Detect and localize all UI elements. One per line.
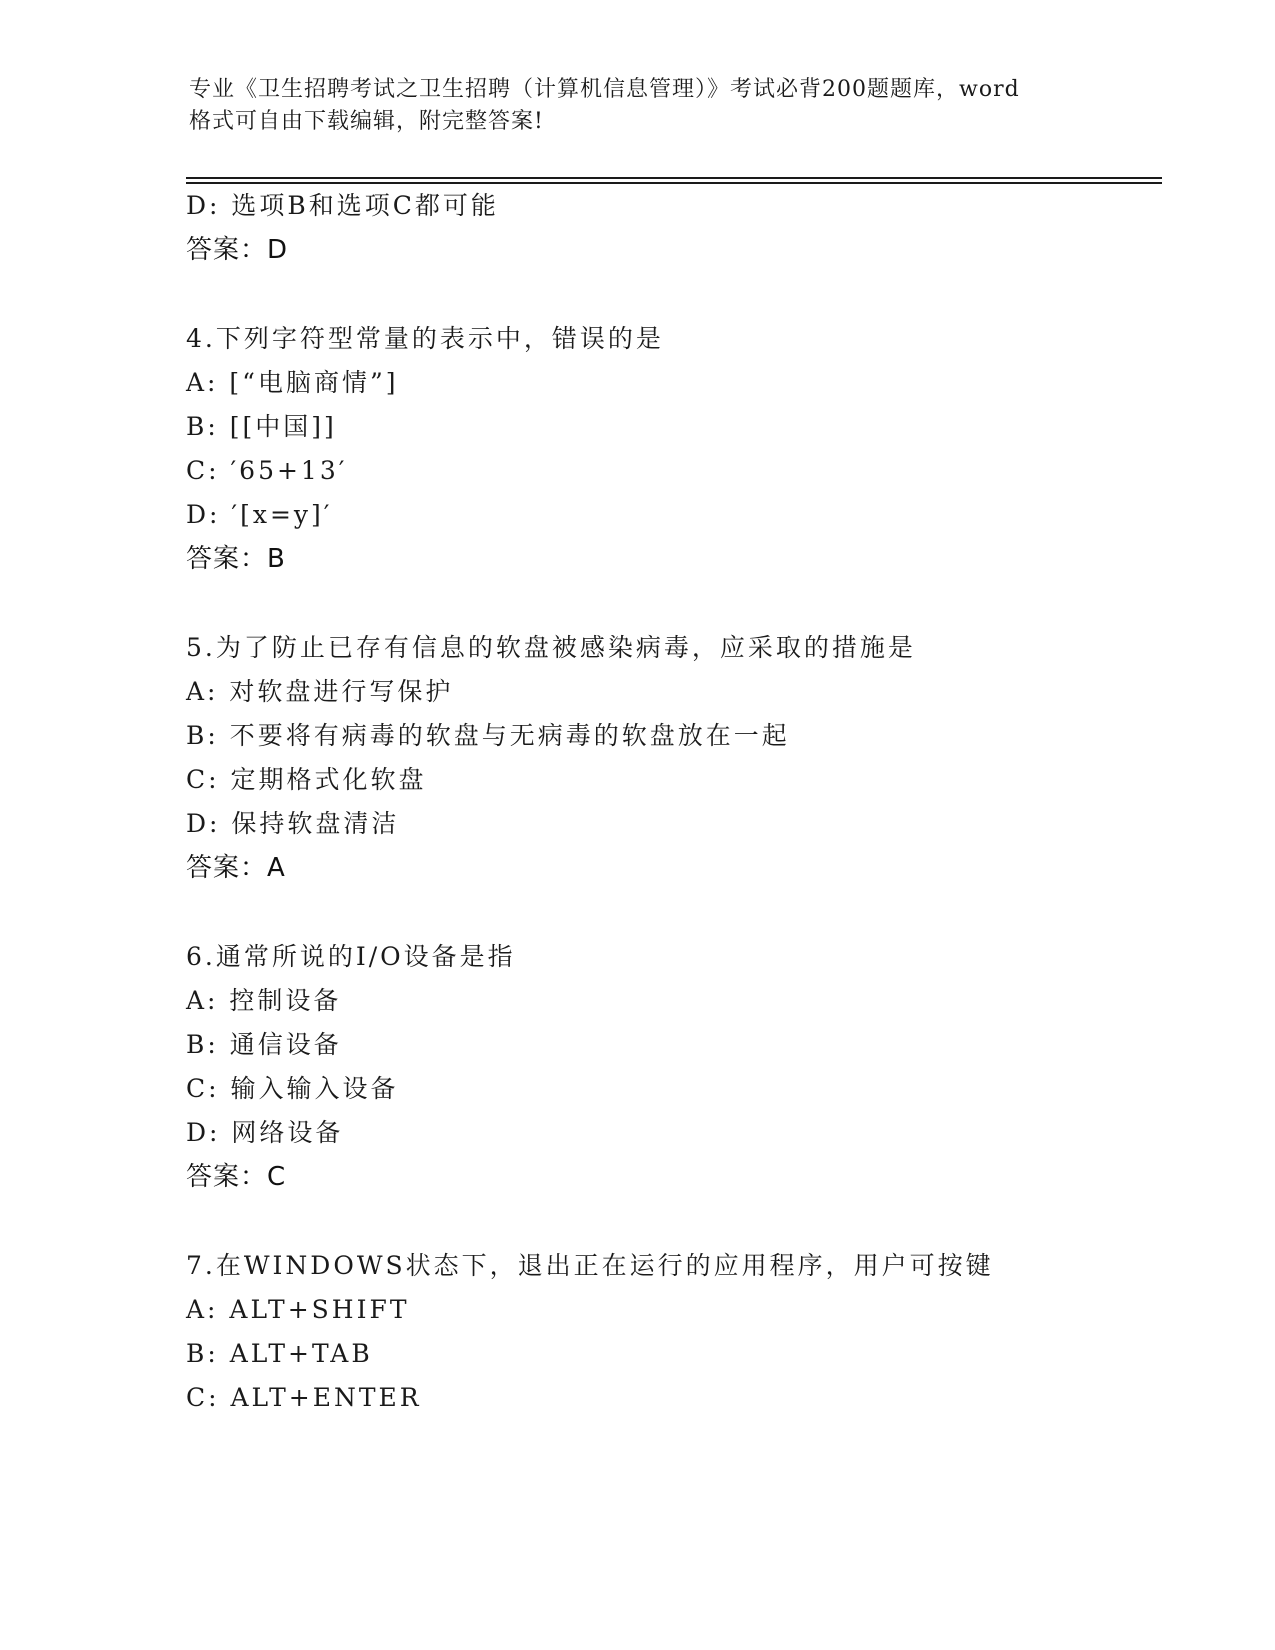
q7-option-b: B: ALT+TAB xyxy=(186,1339,373,1368)
q6-option-a: A: 控制设备 xyxy=(186,986,342,1015)
q5-option-a: A: 对软盘进行写保护 xyxy=(186,677,454,706)
q7-question: 7.在WINDOWS状态下，退出正在运行的应用程序，用户可按键 xyxy=(186,1251,994,1280)
q5-option-d: D: 保持软盘清洁 xyxy=(186,809,400,838)
q4-option-c: C: ′65+13′ xyxy=(186,456,348,485)
q5-question: 5.为了防止已存有信息的软盘被感染病毒，应采取的措施是 xyxy=(186,633,916,662)
q4-question: 4.下列字符型常量的表示中，错误的是 xyxy=(186,324,664,353)
q6-question: 6.通常所说的I/O设备是指 xyxy=(186,942,516,971)
q6-option-b: B: 通信设备 xyxy=(186,1030,342,1059)
q4-option-d: D: ′[x=y]′ xyxy=(186,500,333,529)
q5-option-c: C: 定期格式化软盘 xyxy=(186,765,427,794)
header-line-1: 专业《卫生招聘考试之卫生招聘（计算机信息管理）》考试必背200题题库，word xyxy=(189,77,1020,102)
q5-answer: 答案：A xyxy=(186,853,286,883)
q6-option-c: C: 输入输入设备 xyxy=(186,1074,399,1103)
q4-option-b: B: [[中国]] xyxy=(186,412,337,441)
q4-answer: 答案：B xyxy=(186,544,286,574)
header-divider-bottom xyxy=(186,182,1162,184)
q6-answer: 答案：C xyxy=(186,1162,287,1192)
header-line-2: 格式可自由下载编辑，附完整答案! xyxy=(189,109,544,134)
q5-option-b: B: 不要将有病毒的软盘与无病毒的软盘放在一起 xyxy=(186,721,790,750)
q3-option-d: D: 选项B和选项C都可能 xyxy=(186,191,499,220)
header-divider-top xyxy=(186,177,1162,179)
document-header xyxy=(189,74,1089,138)
q7-option-c: C: ALT+ENTER xyxy=(186,1383,422,1412)
q7-option-a: A: ALT+SHIFT xyxy=(186,1295,410,1324)
q4-option-a: A: [“电脑商情”] xyxy=(186,368,399,397)
q3-answer: 答案：D xyxy=(186,235,289,265)
q6-option-d: D: 网络设备 xyxy=(186,1118,344,1147)
